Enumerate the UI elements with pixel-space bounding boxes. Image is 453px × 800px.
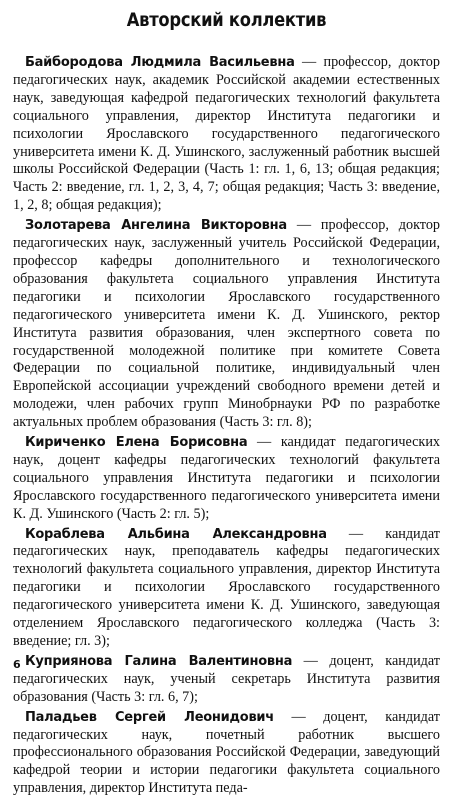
author-entry — [13, 434, 440, 524]
author-entry — [13, 54, 440, 215]
author-name: Куприянова Галина Валентиновна — [25, 653, 293, 669]
author-description: — доцент, кандидат педагогических наук, почетный работник высшего профессионального образования Российской Федерации, заведующий кафедрой теории и истории педагогики факультета социального управления, директор Института педа- — [13, 708, 440, 797]
author-entry — [13, 653, 440, 707]
author-name: Кораблева Альбина Александровна — [25, 526, 327, 542]
author-description: — кандидат педагогических наук, доцент кафедры педагогических технологий факультета социального управления Института педагогики и психологии Ярославского государственного педагогического университета имени К. Д. Ушинского (Часть 2: гл. 5); — [13, 434, 440, 522]
page-number: 6 — [13, 658, 21, 671]
author-name: Байбородова Людмила Васильевна — [25, 55, 295, 70]
author-name: Паладьев Сергей Леонидович — [25, 709, 274, 725]
author-description: — профессор, доктор педагогических наук, академик Российской академии естественных наук, заведующая кафедрой педагогических технологий факультета социального управления, директор Института педагогики и психологии Ярославского государственного педагогического университета имени К. Д. Ушинского, заслуженный работник высшей школы Российской Федерации (Часть 1: гл. 1, 6, 13; общая редакция; Часть 2: введение, гл. 1, 2, 3, 4, 7; общая редакция; Часть 3: введение, 1, 2, 8; общая редакция); — [13, 54, 440, 214]
author-name: Золотарева Ангелина Викторовна — [25, 218, 287, 234]
authors-list — [13, 54, 440, 800]
author-description: — профессор, доктор педагогических наук, заслуженный учитель Российской Федерации, профессор кафедры дополнительного и технологического образования факультета социального управления Института педагогики и психологии Ярославского государственного педагогического университета имени К. Д. Ушинского, ректор Института развития образования, член экспертного совета по государственной молодежной политике при комитете Совета Федерации по социальной политике, индивидуальный член Европейской ассоциации учреждений свободного времени детей и молодежи, член рабочих групп Минобрнауки РФ по разработке актуальных проблем образования (Часть 3: гл. 8); — [13, 217, 441, 431]
page-title: Авторский коллектив — [126, 9, 327, 31]
author-name: Кириченко Елена Борисовна — [25, 435, 248, 451]
author-description: — кандидат педагогических наук, преподаватель кафедры педагогических технологий факультета социального управления, директор Института педагогики и психологии Ярославского государственного педагогического университета имени К. Д. Ушинского, заведующая отделением Ярославского педагогического колледжа (Часть 3: введение; гл. 3); — [13, 525, 441, 649]
author-entry — [13, 526, 440, 651]
author-description: — доцент, кандидат педагогических наук, ученый секретарь Института развития образования (Часть 3: гл. 6, 7); — [13, 652, 441, 705]
author-entry — [13, 217, 440, 432]
author-entry — [13, 709, 440, 799]
